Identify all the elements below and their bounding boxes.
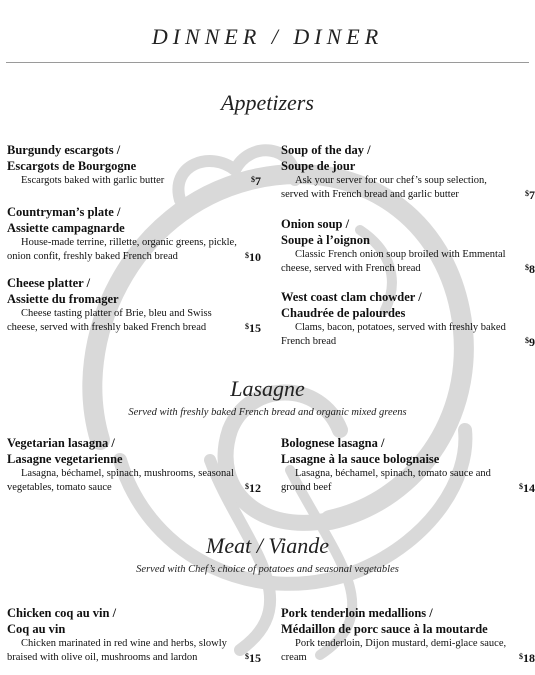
item-description: Classic French onion soup broiled with Emmental cheese, served with French bread $8 <box>281 249 535 276</box>
section-subtitle-lasagne: Served with freshly baked French bread and organic mixed greens <box>128 407 407 418</box>
item-price: $15 <box>245 321 261 335</box>
item-description: Clams, bacon, potatoes, served with freshly baked French bread $9 <box>281 322 535 349</box>
item-price: $10 <box>245 250 261 264</box>
item-name-en: Bolognese lasagna / <box>281 436 385 450</box>
item-name-fr: Soupe à l’oignon <box>281 233 370 247</box>
item-name-en: Pork tenderloin medallions / <box>281 606 433 620</box>
item-name-fr: Chaudrée de palourdes <box>281 306 406 320</box>
item-description: Chicken marinated in red wine and herbs, slowly braised with olive oil, mushrooms and lardon $15 <box>7 638 261 665</box>
menu-title: DINNER / DINER <box>151 24 384 49</box>
item-name-en: Cheese platter / <box>7 276 91 290</box>
item-name-en: Onion soup / <box>281 217 350 231</box>
menu-item-bolognese-lasagna <box>281 435 533 495</box>
section-title-lasagne: Lasagne <box>230 376 305 401</box>
item-name-fr: Assiette campagnarde <box>7 221 125 235</box>
item-price: $15 <box>245 651 261 665</box>
item-name-fr: Assiette du fromager <box>7 292 119 306</box>
menu-item-countrymans-plate <box>7 204 259 264</box>
item-description: Ask your server for our chef’s soup selection, served with French bread and garlic butter $7 <box>281 175 535 202</box>
item-name-fr: Lasagne vegetarienne <box>7 452 123 466</box>
menu-item-vegetarian-lasagna <box>7 435 259 495</box>
menu-item-onion-soup <box>281 216 533 276</box>
menu-item-soup-of-the-day <box>281 142 533 202</box>
item-description: Cheese tasting platter of Brie, bleu and Swiss cheese, served with freshly baked French bread $15 <box>7 308 261 335</box>
item-name-en: Countryman’s plate / <box>7 205 121 219</box>
title-divider <box>6 62 529 63</box>
item-name-fr: Lasagne à la sauce bolognaise <box>281 452 440 466</box>
menu-item-cheese-platter <box>7 275 259 335</box>
item-name-fr: Escargots de Bourgogne <box>7 159 137 173</box>
item-name-fr: Soupe de jour <box>281 159 356 173</box>
item-name-en: Vegetarian lasagna / <box>7 436 115 450</box>
item-name-fr: Coq au vin <box>7 622 66 636</box>
item-price: $8 <box>525 262 535 276</box>
item-name-en: West coast clam chowder / <box>281 290 422 304</box>
item-description: Escargots baked with garlic butter $7 <box>21 174 261 188</box>
item-description: Pork tenderloin, Dijon mustard, demi-glace sauce, cream $18 <box>281 638 535 665</box>
menu-item-clam-chowder <box>281 289 533 349</box>
item-name-en: Soup of the day / <box>281 143 371 157</box>
item-price: $7 <box>525 188 535 202</box>
item-name-fr: Médaillon de porc sauce à la moutarde <box>281 622 488 636</box>
menu-item-coq-au-vin <box>7 605 259 665</box>
section-subtitle-meat: Served with Chef’s choice of potatoes and seasonal vegetables <box>136 564 399 575</box>
item-price: $7 <box>251 174 261 188</box>
item-description: House-made terrine, rillette, organic greens, pickle, onion confit, freshly baked French bread $10 <box>7 237 261 264</box>
item-price: $12 <box>245 481 261 495</box>
item-price: $18 <box>519 651 535 665</box>
item-price: $9 <box>525 335 535 349</box>
item-name-en: Burgundy escargots / <box>7 143 121 157</box>
item-price: $14 <box>519 481 535 495</box>
section-title-appetizers: Appetizers <box>221 90 314 115</box>
section-title-meat: Meat / Viande <box>206 533 329 558</box>
menu-item-pork-tenderloin <box>281 605 533 665</box>
item-description: Lasagna, béchamel, spinach, mushrooms, seasonal vegetables, tomato sauce $12 <box>7 468 261 495</box>
item-description: Lasagna, béchamel, spinach, tomato sauce and ground beef $14 <box>281 468 535 495</box>
menu-item-escargots <box>7 142 259 188</box>
item-name-en: Chicken coq au vin / <box>7 606 117 620</box>
